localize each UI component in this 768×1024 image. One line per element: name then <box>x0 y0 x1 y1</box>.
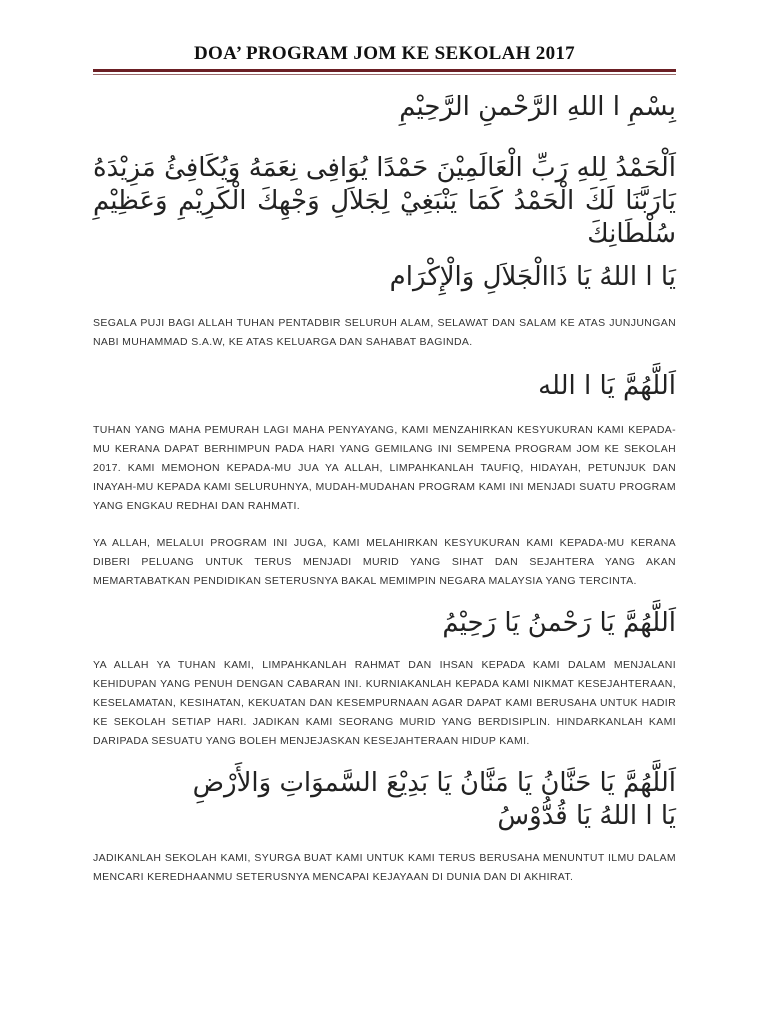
document-page <box>93 40 676 887</box>
arabic-allahumma-ya-allah: اَللَّهُمَّ يَا ا الله <box>538 371 676 401</box>
arabic-basmalah: بِسْمِ ا اللهِ الرَّحْمنِ الرَّحِيْمِ <box>399 92 676 122</box>
header-divider-thick <box>93 69 676 72</box>
arabic-ya-hannan-line-2: يَا ا اللهُ يَا قُدُّوْسُ <box>497 801 676 831</box>
paragraph-school-syurga: JADIKANLAH SEKOLAH KAMI, SYURGA BUAT KAMI UNTUK KAMI TERUS BERUSAHA MENUNTUT ILMU DALAM MENCARI KEREDHAANMU SETERUSNYA MENCAPAI KEJAYAAN DI DUNIA DAN DI AKHIRAT. <box>93 852 676 883</box>
paragraph-opening-praise: SEGALA PUJI BAGI ALLAH TUHAN PENTADBIR SELURUH ALAM, SELAWAT DAN SALAM KE ATAS JUNJUNGAN NABI MUHAMMAD S.A.W, KE ATAS KELUARGA DAN SAHABAT BAGINDA. <box>93 317 676 348</box>
paragraph-rahmat: YA ALLAH YA TUHAN KAMI, LIMPAHKANLAH RAHMAT DAN IHSAN KEPADA KAMI DALAM MENJALANI KEHIDUPAN YANG PENUH DENGAN CABARAN INI. KURNIAKANLAH KEPADA KAMI NIKMAT KESEJAHTERAAN, KESELAMATAN, KESIHATAN, KEKUATAN DAN KESEMPURNAAN AGAR DAPAT KAMI BERUSAHA UNTUK HADIR KE SEKOLAH SETIAP HARI. JADIKAN KAMI SEORANG MURID YANG BERDISIPLIN. HINDARKANLAH KAMI DARIPADA SESUATU YANG BOLEH MENJEJASKAN KESEJAHTERAAN HIDUP KAMI. <box>93 659 676 747</box>
arabic-hamdalah: اَلْحَمْدُ لِلهِ رَبِّ الْعَالَمِيْنَ حَمْدًا يُوَافِى نِعَمَهُ وَيُكَافِئُ مَزِيْدَهُ يَارَبَّنَا لَكَ الْحَمْدُ كَمَا يَنْبَغِيْ لِجَلاَلِ وَجْهِكَ الْكَرِيْمِ وَعَظِيْمِ سُلْطَانِكَ <box>93 153 676 249</box>
paragraph-opportunity: YA ALLAH, MELALUI PROGRAM INI JUGA, KAMI MELAHIRKAN KESYUKURAN KAMI KEPADA-MU KERANA DIBERI PELUANG UNTUK TERUS MENJADI MURID YANG SIHAT DAN SEJAHTERA YANG AKAN MEMARTABATKAN PENDIDIKAN SETERUSNYA BAKAL MEMIMPIN NEGARA MALAYSIA YANG TERCINTA. <box>93 537 676 587</box>
arabic-ya-rahman: اَللَّهُمَّ يَا رَحْمنُ يَا رَحِيْمُ <box>442 608 676 638</box>
paragraph-gratitude: TUHAN YANG MAHA PEMURAH LAGI MAHA PENYAYANG, KAMI MENZAHIRKAN KESYUKURAN KAMI KEPADA-MU KERANA DAPAT BERHIMPUN PADA HARI YANG GEMILANG INI SEMPENA PROGRAM JOM KE SEKOLAH 2017. KAMI MEMOHON KEPADA-MU JUA YA ALLAH, LIMPAHKANLAH TAUFIQ, HIDAYAH, PETUNJUK DAN INAYAH-MU KEPADA KAMI SELURUHNYA, MUDAH-MUDAHAN PROGRAM KAMI INI MENJADI SUATU PROGRAM YANG ENGKAU REDHAI DAN RAHMATI. <box>93 424 676 512</box>
arabic-ya-dzal-jalal: يَا ا اللهُ يَا ذَاالْجَلاَلِ وَالْإِكْرَام <box>389 262 676 292</box>
arabic-ya-hannan-line-1: اَللَّهُمَّ يَا حَنَّانُ يَا مَنَّانُ يَا بَدِيْعَ السَّموَاتِ وَالأَرْضِ <box>192 768 676 798</box>
page-title: DOA’ PROGRAM JOM KE SEKOLAH 2017 <box>194 43 575 64</box>
header-divider-thin <box>93 74 676 75</box>
